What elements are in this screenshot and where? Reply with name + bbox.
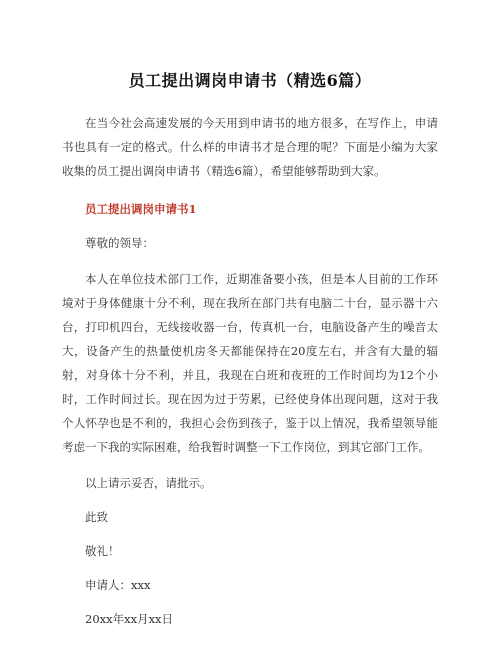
request-line: 以上请示妥否，请批示。 — [85, 476, 212, 490]
section-heading-1: 员工提出调岗申请书1 — [85, 202, 197, 216]
date-line: 20xx年xx月xx日 — [85, 612, 174, 626]
closing-line-2: 敬礼！ — [85, 544, 120, 558]
salutation: 尊敬的领导： — [85, 236, 154, 250]
applicant-line: 申请人：xxx — [85, 578, 151, 592]
closing-line-1: 此致 — [85, 510, 108, 524]
document-title: 员工提出调岗申请书（精选6篇） — [128, 71, 372, 90]
body-paragraph: 本人在单位技术部门工作，近期准备要小孩，但是本人目前的工作环境对于身体健康十分不利，现在我所在部门共有电脑二十台，显示器十六台，打印机四台，无线接收器一台，传真机一台，电脑设备产生的噪音太大，设备产生的热量使机房冬天都能保持在20度左右，并含有大量的辐射，对身体十分不利，并且，我现在白班和夜班的工作时间均为12个小时，工作时间过长。现在因为过于劳累，已经使身体出现问题，这对于我个人怀孕也是不利的，我担心会伤到孩子，鉴于以上情况，我希望领导能考虑一下我的实际困难，给我暂时调整一下工作岗位，到其它部门工作。 — [62, 272, 438, 454]
intro-paragraph: 在当今社会高速发展的今天用到申请书的地方很多，在写作上，申请书也具有一定的格式。什么样的申请书才是合理的呢？下面是小编为大家收集的员工提出调岗申请书（精选6篇），希望能够帮助到大家。 — [62, 116, 438, 178]
